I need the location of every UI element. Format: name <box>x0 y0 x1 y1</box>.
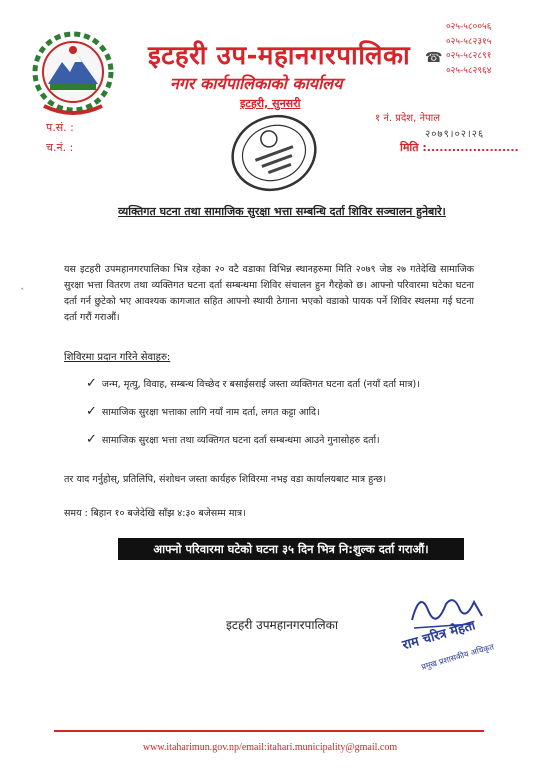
service-item <box>86 376 420 391</box>
margin-mark: ˆ <box>20 288 25 298</box>
service-text: जन्म, मृत्यु, विवाह, सम्बन्ध विच्छेद र बसाईसराई जस्ता व्यक्तिगत घटना दर्ता (नयाँ दर्ता मात्र)। <box>101 379 420 390</box>
phone-number: ०२५-५८००५६ <box>446 22 492 32</box>
reference-labels <box>46 118 74 158</box>
signatory-name: राम चरित्र मेहता <box>400 618 478 654</box>
date-label: मिति :...................... <box>400 141 519 154</box>
signatory-title: प्रमुख प्रशासकीय अधिकृत <box>420 642 495 672</box>
official-stamp <box>218 108 330 198</box>
service-item <box>86 432 380 447</box>
highlight-banner: आफ्नो परिवारमा घटेको घटना ३५ दिन भित्र नि:शुल्क दर्ता गराऔं। <box>118 538 464 560</box>
service-item <box>86 404 320 419</box>
checkmark-icon: ✓ <box>86 376 97 391</box>
checkmark-icon: ✓ <box>86 404 97 419</box>
phone-icon: ☎ <box>425 50 443 66</box>
note-text: तर याद गर्नुहोस्, प्रतिलिपि, संशोधन जस्ता कार्यहरु शिविरमा नभइ वडा कार्यालयबाट मात्र हुन्छ। <box>64 474 387 485</box>
municipality-emblem <box>26 28 121 118</box>
phone-list <box>446 20 491 78</box>
date-value: २०७९।०२।२६ <box>425 129 485 140</box>
time-text: समय : बिहान १० बजेदेखि साँझ ४:३० बजेसम्म मात्र। <box>64 508 246 519</box>
municipality-title: इटहरी उप-महानगरपालिका <box>148 41 411 71</box>
checkmark-icon: ✓ <box>86 432 97 447</box>
phone-number: ०२५-५८२८९१ <box>446 51 492 61</box>
cn-label: च.नं. : <box>46 141 74 154</box>
province-label: १ नं. प्रदेश, नेपाल <box>375 113 441 124</box>
office-subtitle: नगर कार्यपालिकाको कार्यालय <box>170 74 343 93</box>
service-text: सामाजिक सुरक्षा भत्ता तथा व्यक्तिगत घटना दर्ता सम्बन्धमा आउने गुनासोहरु दर्ता। <box>101 435 380 446</box>
phone-number: ०२५-५८२९६४ <box>446 65 492 76</box>
footer-divider <box>54 730 484 732</box>
phone-number: ०२५-५८२३१५ <box>446 36 492 47</box>
footer-contact: www.itaharimun.gov.np/email:itahari.municipality@gmail.com <box>142 742 398 753</box>
issuing-office: इटहरी उपमहानगरपालिका <box>226 618 339 632</box>
ps-label: प.सं. : <box>46 121 74 134</box>
city-name: इटहरी, सुनसरी <box>240 97 301 110</box>
letter-body: यस इटहरी उपमहानगरपालिका भित्र रहेका २० वटै वडाका विभिन्न स्थानहरुमा मिति २०७९ जेष्ठ २७ गतेदेखि सामाजिक सुरक्षा भत्ता वितरण तथा व्यक्तिगत घटना दर्ता सम्बन्धमा शिविर संचालन हुन गैरहेको छ। आफ्नो परिवारमा घटेका घटना दर्ता गर्न छुटेको भए आवश्यक कागजात सहित आफ्नो स्थायी ठेगाना भएको वडाको पायक पर्ने शिविर स्थलमा गई घटना दर्ता गरौं गराऔं। <box>64 264 474 323</box>
service-text: सामाजिक सुरक्षा भत्ताका लागि नयाँ नाम दर्ता, लगत कट्टा आदि। <box>101 407 320 418</box>
services-heading: शिविरमा प्रदान गरिने सेवाहरु: <box>64 352 171 363</box>
letter-subject: व्यक्तिगत घटना तथा सामाजिक सुरक्षा भत्ता सम्बन्धि दर्ता शिविर सञ्चालन हुनेबारे। <box>118 205 446 218</box>
